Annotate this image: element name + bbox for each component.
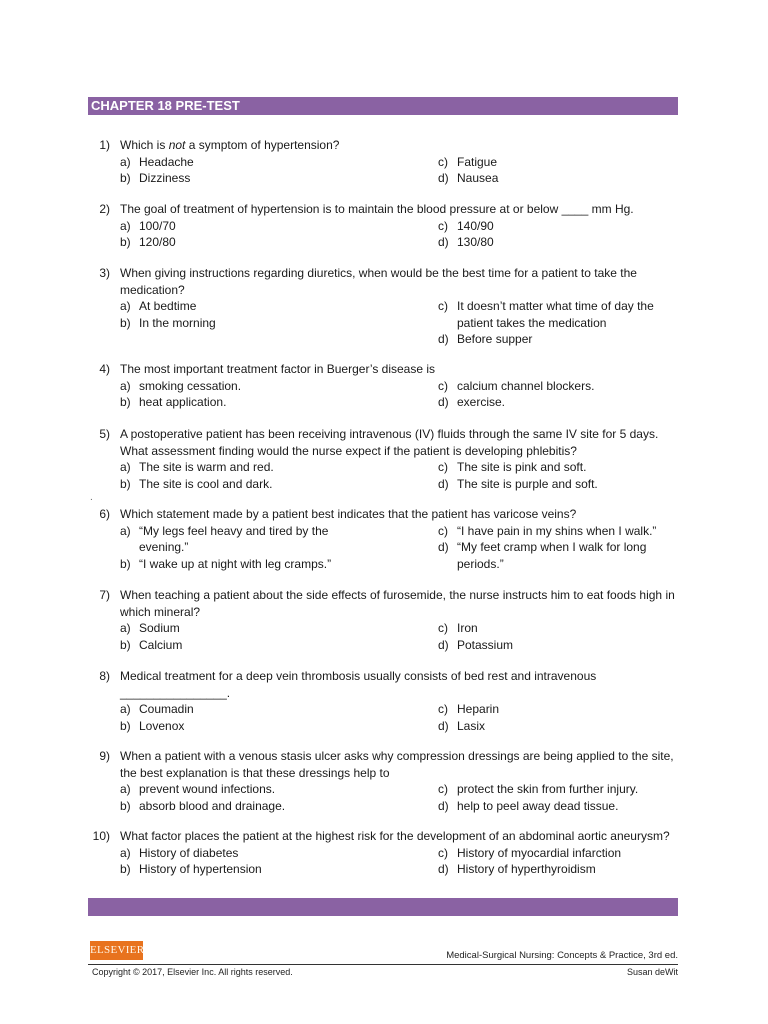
option-a: a) The site is warm and red. xyxy=(120,460,274,474)
copyright-text: Copyright © 2017, Elsevier Inc. All rights reserved. xyxy=(92,967,293,977)
option-d: d) Potassium xyxy=(438,637,514,652)
option-b: b) The site is cool and dark. xyxy=(120,476,273,491)
question-3 xyxy=(88,265,678,348)
footer-bar xyxy=(88,898,678,916)
option-c: c) calcium channel blockers. xyxy=(438,378,595,393)
option-a: a) Sodium xyxy=(120,621,180,635)
question-number: 7) xyxy=(99,588,110,602)
question-text: Which is not a symptom of hypertension? xyxy=(120,138,340,152)
option-c: c) Fatigue xyxy=(438,154,498,169)
option-d: d) Before supper xyxy=(438,332,533,346)
option-a: a) At bedtime xyxy=(120,299,197,313)
question-text: The goal of treatment of hypertension is to maintain the blood pressure at or below ____ mm Hg. xyxy=(120,202,634,216)
question-text: Which statement made by a patient best indicates that the patient has varicose veins? xyxy=(120,507,577,521)
elsevier-logo: ELSEVIER xyxy=(90,941,143,960)
question-text: What factor places the patient at the highest risk for the development of an abdominal aortic aneurysm? xyxy=(120,829,670,843)
question-text: Medical treatment for a deep vein thrombosis usually consists of bed rest and intravenous ________________. xyxy=(120,669,597,700)
option-b: b) Lovenox xyxy=(120,718,185,733)
option-c: c) The site is pink and soft. xyxy=(438,460,587,474)
option-b: b) heat application. xyxy=(120,395,227,409)
option-a: a) 100/70 xyxy=(120,218,176,233)
author-name: Susan deWit xyxy=(626,967,678,977)
option-b: b) In the morning xyxy=(120,315,216,330)
footer-divider xyxy=(88,964,678,965)
option-b: b) absorb blood and drainage. xyxy=(120,798,286,813)
option-b: b) Calcium xyxy=(120,637,183,652)
option-a: a) History of diabetes xyxy=(120,845,239,860)
option-a: a) prevent wound infections. xyxy=(120,782,276,796)
question-5 xyxy=(88,426,678,493)
option-c: c) 140/90 xyxy=(438,218,494,233)
option-d: d) The site is purple and soft. xyxy=(438,476,598,491)
option-d: d) History of hyperthyroidism xyxy=(438,862,596,876)
option-d: d) help to peel away dead tissue. xyxy=(438,798,619,813)
question-text: When a patient with a venous stasis ulcer asks why compression dressings are being applied to the site, the best explanation is that these dressings help to xyxy=(120,749,674,780)
option-b: b) “I wake up at night with leg cramps.” xyxy=(120,556,332,571)
chapter-header xyxy=(88,97,678,115)
question-8 xyxy=(88,668,678,735)
question-number: 9) xyxy=(99,749,110,763)
stray-mark: . xyxy=(90,492,93,503)
question-text: When teaching a patient about the side effects of furosemide, the nurse instructs him to eat foods high in which mineral? xyxy=(120,588,675,619)
option-a: a) Headache xyxy=(120,154,194,169)
question-text: A postoperative patient has been receiving intravenous (IV) fluids through the same IV site for 5 days. What assessment finding would the nurse expect if the patient is developing phlebitis? xyxy=(120,427,659,458)
option-a: a) Coumadin xyxy=(120,702,194,716)
option-b: b) History of hypertension xyxy=(120,862,262,876)
option-b: b) 120/80 xyxy=(120,235,176,249)
question-7 xyxy=(88,587,678,654)
option-c: c) History of myocardial infarction xyxy=(438,845,622,860)
question-number: 8) xyxy=(99,669,110,683)
option-d: d) 130/80 xyxy=(438,235,494,249)
question-number: 6) xyxy=(99,507,110,521)
option-c: c) Iron xyxy=(438,621,478,635)
option-a: a) smoking cessation. xyxy=(120,378,242,393)
chapter-title: CHAPTER 18 PRE-TEST xyxy=(91,98,240,113)
option-d: d) “My feet cramp when I walk for long periods.” xyxy=(438,540,647,571)
question-4 xyxy=(88,361,678,412)
question-number: 4) xyxy=(99,362,110,376)
option-d: d) exercise. xyxy=(438,395,506,409)
option-c: c) Heparin xyxy=(438,702,500,716)
option-c: c) protect the skin from further injury. xyxy=(438,782,639,796)
option-c: c) It doesn’t matter what time of day the patient takes the medication xyxy=(438,299,654,330)
option-c: c) “I have pain in my shins when I walk.” xyxy=(438,523,657,538)
option-d: d) Nausea xyxy=(438,171,499,185)
question-10 xyxy=(88,828,678,879)
question-number: 5) xyxy=(99,427,110,441)
question-number: 1) xyxy=(99,138,110,152)
question-2 xyxy=(88,201,678,252)
question-6 xyxy=(88,506,678,573)
book-title: Medical-Surgical Nursing: Concepts & Practice, 3rd ed. xyxy=(446,950,678,961)
option-d: d) Lasix xyxy=(438,718,486,733)
question-number: 10) xyxy=(92,829,110,843)
question-9 xyxy=(88,748,678,815)
question-number: 3) xyxy=(99,266,110,280)
question-1 xyxy=(88,137,678,188)
option-a: a) “My legs feel heavy and tired by the evening.” xyxy=(120,523,329,554)
question-text: The most important treatment factor in Buerger’s disease is xyxy=(120,362,436,376)
question-number: 2) xyxy=(99,202,110,216)
question-text: When giving instructions regarding diuretics, when would be the best time for a patient to take the medication? xyxy=(120,266,637,297)
option-b: b) Dizziness xyxy=(120,171,191,185)
